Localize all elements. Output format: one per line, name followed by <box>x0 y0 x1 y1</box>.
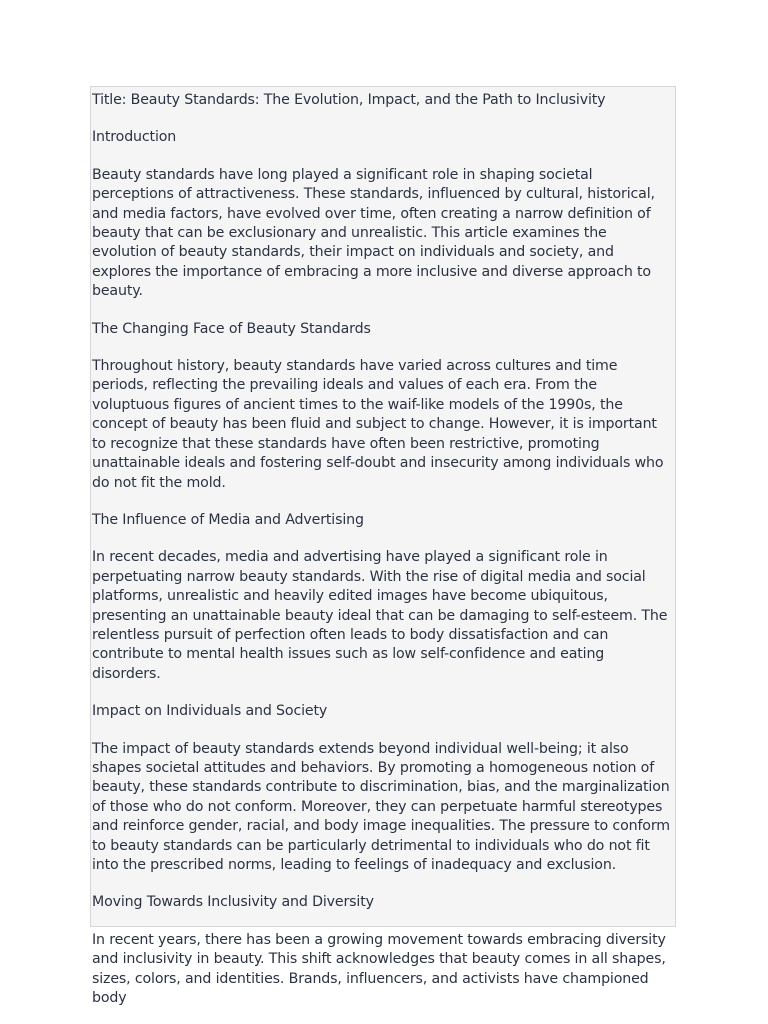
document-text <box>91 87 675 1008</box>
section-paragraph-media-advertising: In recent decades, media and advertising have played a significant role in perpetuating narrow beauty standards. With the rise of digital media and social platforms, unrealistic and heavily edited images have become ubiquitous, presenting an unattainable beauty ideal that can be damaging to self-esteem. The relentless pursuit of perfection often leads to body dissatisfaction and can contribute to mental health issues such as low self-confidence and eating disorders. <box>92 549 668 682</box>
document-page <box>90 86 676 1007</box>
document-title: Title: Beauty Standards: The Evolution, Impact, and the Path to Inclusivity <box>92 92 606 108</box>
section-paragraph-inclusivity: In recent years, there has been a growing movement towards embracing diversity and inclusivity in beauty. This shift acknowledges that beauty comes in all shapes, sizes, colors, and identities. Brands, influencers, and activists have championed body <box>92 931 666 1007</box>
section-heading-inclusivity: Moving Towards Inclusivity and Diversity <box>92 894 374 911</box>
section-heading-changing-face: The Changing Face of Beauty Standards <box>92 320 371 337</box>
section-paragraph-impact: The impact of beauty standards extends beyond individual well-being; it also shapes societal attitudes and behaviors. By promoting a homogeneous notion of beauty, these standards contribute to discrimination, bias, and the marginalization of those who do not conform. Moreover, they can perpetuate harmful stereotypes and reinforce gender, racial, and body image inequalities. The pressure to conform to beauty standards can be particularly detrimental to individuals who do not fit into the prescribed norms, leading to feelings of inadequacy and exclusion. <box>92 740 670 873</box>
section-paragraph-changing-face: Throughout history, beauty standards have varied across cultures and time periods, reflecting the prevailing ideals and values of each era. From the voluptuous figures of ancient times to the waif-like models of the 1990s, the concept of beauty has been fluid and subject to change. However, it is important to recognize that these standards have often been restrictive, promoting unattainable ideals and fostering self-doubt and insecurity among individuals who do not fit the mold. <box>92 358 664 491</box>
section-heading-introduction: Introduction <box>92 129 177 146</box>
section-heading-media-advertising: The Influence of Media and Advertising <box>92 511 364 528</box>
section-paragraph-introduction: Beauty standards have long played a significant role in shaping societal perceptions of attractiveness. These standards, influenced by cultural, historical, and media factors, have evolved over time, often creating a narrow definition of beauty that can be exclusionary and unrealistic. This article examines the evolution of beauty standards, their impact on individuals and society, and explores the importance of embracing a more inclusive and diverse approach to beauty. <box>92 166 655 300</box>
section-heading-impact: Impact on Individuals and Society <box>92 703 328 720</box>
